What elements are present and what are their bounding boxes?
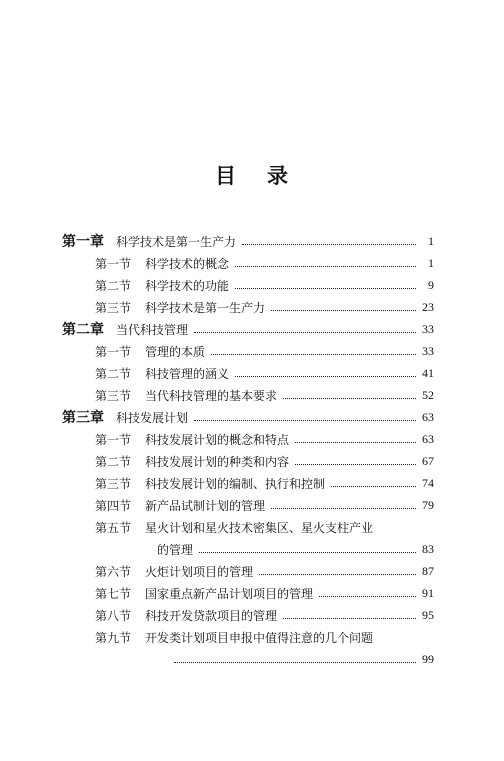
toc-leader-dots xyxy=(295,442,416,443)
toc-entry-title: 星火计划和星火技术密集区、星火支柱产业 xyxy=(145,520,374,535)
toc-section-row[interactable] xyxy=(157,538,434,560)
toc-entry-label: 第八节 xyxy=(95,608,132,623)
toc-leader-dots xyxy=(242,244,416,245)
toc-section-row[interactable] xyxy=(95,450,434,472)
toc-leader-dots xyxy=(235,376,416,377)
toc-leader-dots xyxy=(331,486,416,487)
toc-chapter-row[interactable] xyxy=(62,230,434,252)
toc-entry-title: 科技发展计划的编制、执行和控制 xyxy=(145,476,326,491)
toc-entry-title: 科学技术的功能 xyxy=(145,278,230,293)
toc-title-left: 目 xyxy=(215,163,237,188)
toc-entry-label: 第四节 xyxy=(95,498,132,513)
toc-entry-title: 国家重点新产品计划项目的管理 xyxy=(145,586,314,601)
toc-entry-label: 第五节 xyxy=(95,520,132,535)
toc-section-row[interactable] xyxy=(95,582,434,604)
toc-section-row[interactable] xyxy=(95,494,434,516)
toc-leader-dots xyxy=(174,662,416,663)
toc-leader-dots xyxy=(194,332,416,333)
toc-page-number: 79 xyxy=(422,497,434,512)
toc-entry-label: 第六节 xyxy=(95,564,132,579)
toc-page-number: 95 xyxy=(422,607,434,622)
toc-entry-label: 第一节 xyxy=(95,256,132,271)
toc-leader-dots xyxy=(194,420,416,421)
toc-entry-title: 开发类计划项目申报中值得注意的几个问题 xyxy=(145,630,374,645)
toc-section-row[interactable] xyxy=(95,296,434,318)
toc-section-row[interactable] xyxy=(95,626,434,648)
toc-entry-label: 第一节 xyxy=(95,344,132,359)
toc-page-number: 52 xyxy=(422,387,434,402)
toc-page-number: 99 xyxy=(422,651,434,666)
toc-leader-dots xyxy=(211,354,416,355)
toc-section-row[interactable] xyxy=(95,274,434,296)
toc-entry-title: 科学技术是第一生产力 xyxy=(145,300,266,315)
toc-section-row[interactable] xyxy=(95,428,434,450)
toc-page-number: 33 xyxy=(422,343,434,358)
toc-entry-title: 科技发展计划的概念和特点 xyxy=(145,432,290,447)
toc-entry-title: 的管理 xyxy=(157,542,194,557)
toc-section-row[interactable] xyxy=(95,516,434,538)
toc-entry-label: 第三节 xyxy=(95,300,132,315)
toc-page-number: 87 xyxy=(422,563,434,578)
toc-leader-dots xyxy=(235,288,416,289)
toc-entry-label: 第三章 xyxy=(62,410,104,426)
toc-leader-dots xyxy=(259,574,416,575)
toc-page-number: 63 xyxy=(422,431,434,446)
toc-entry-label: 第二节 xyxy=(95,454,132,469)
toc-section-row[interactable] xyxy=(168,648,434,670)
toc-chapter-row[interactable] xyxy=(62,318,434,340)
toc-page-number: 74 xyxy=(422,475,434,490)
toc-entry-title: 科技发展计划 xyxy=(116,410,189,425)
toc-entry-title: 火炬计划项目的管理 xyxy=(145,564,254,579)
toc-entry-label: 第一章 xyxy=(62,234,104,250)
toc-leader-dots xyxy=(319,596,416,597)
toc-entry-title: 科学技术的概念 xyxy=(145,256,230,271)
toc-page-number: 9 xyxy=(428,277,434,292)
toc-entry-title: 科技发展计划的种类和内容 xyxy=(145,454,290,469)
toc-entry-label: 第三节 xyxy=(95,388,132,403)
toc-section-row[interactable] xyxy=(95,362,434,384)
toc-section-row[interactable] xyxy=(95,604,434,626)
toc-entry-label: 第七节 xyxy=(95,586,132,601)
toc-section-row[interactable] xyxy=(95,560,434,582)
toc-leader-dots xyxy=(283,398,416,399)
toc-page-number: 41 xyxy=(422,365,434,380)
toc-title xyxy=(0,160,504,190)
toc-entry-label: 第九节 xyxy=(95,630,132,645)
toc-leader-dots xyxy=(235,266,416,267)
toc-leader-dots xyxy=(283,618,416,619)
toc-page-number: 67 xyxy=(422,453,434,468)
toc-page-number: 1 xyxy=(428,233,434,248)
toc-entry-title: 新产品试制计划的管理 xyxy=(145,498,266,513)
toc-section-row[interactable] xyxy=(95,340,434,362)
toc-entry-title: 管理的本质 xyxy=(145,344,206,359)
toc-section-row[interactable] xyxy=(95,472,434,494)
toc-title-right: 录 xyxy=(267,163,289,188)
toc-page-number: 23 xyxy=(422,299,434,314)
toc-entry-title: 科技管理的涵义 xyxy=(145,366,230,381)
toc-entry-label: 第一节 xyxy=(95,432,132,447)
toc-entry-title: 当代科技管理的基本要求 xyxy=(145,388,278,403)
toc-leader-dots xyxy=(199,552,416,553)
toc-entry-label: 第二节 xyxy=(95,366,132,381)
toc-section-row[interactable] xyxy=(95,384,434,406)
toc-page-number: 33 xyxy=(422,321,434,336)
toc-entry-label: 第二节 xyxy=(95,278,132,293)
toc-entry-title: 科学技术是第一生产力 xyxy=(116,234,237,249)
toc-page-number: 1 xyxy=(428,255,434,270)
toc-leader-dots xyxy=(271,310,416,311)
toc-leader-dots xyxy=(295,464,416,465)
toc-page-number: 63 xyxy=(422,409,434,424)
toc-entry-title: 当代科技管理 xyxy=(116,322,189,337)
toc-section-row[interactable] xyxy=(95,252,434,274)
toc-page-number: 91 xyxy=(422,585,434,600)
toc-leader-dots xyxy=(271,508,416,509)
toc-chapter-row[interactable] xyxy=(62,406,434,428)
toc-entry-label: 第三节 xyxy=(95,476,132,491)
toc-entry-title: 科技开发贷款项目的管理 xyxy=(145,608,278,623)
toc-page-number: 83 xyxy=(422,541,434,556)
toc-entry-label: 第二章 xyxy=(62,322,104,338)
